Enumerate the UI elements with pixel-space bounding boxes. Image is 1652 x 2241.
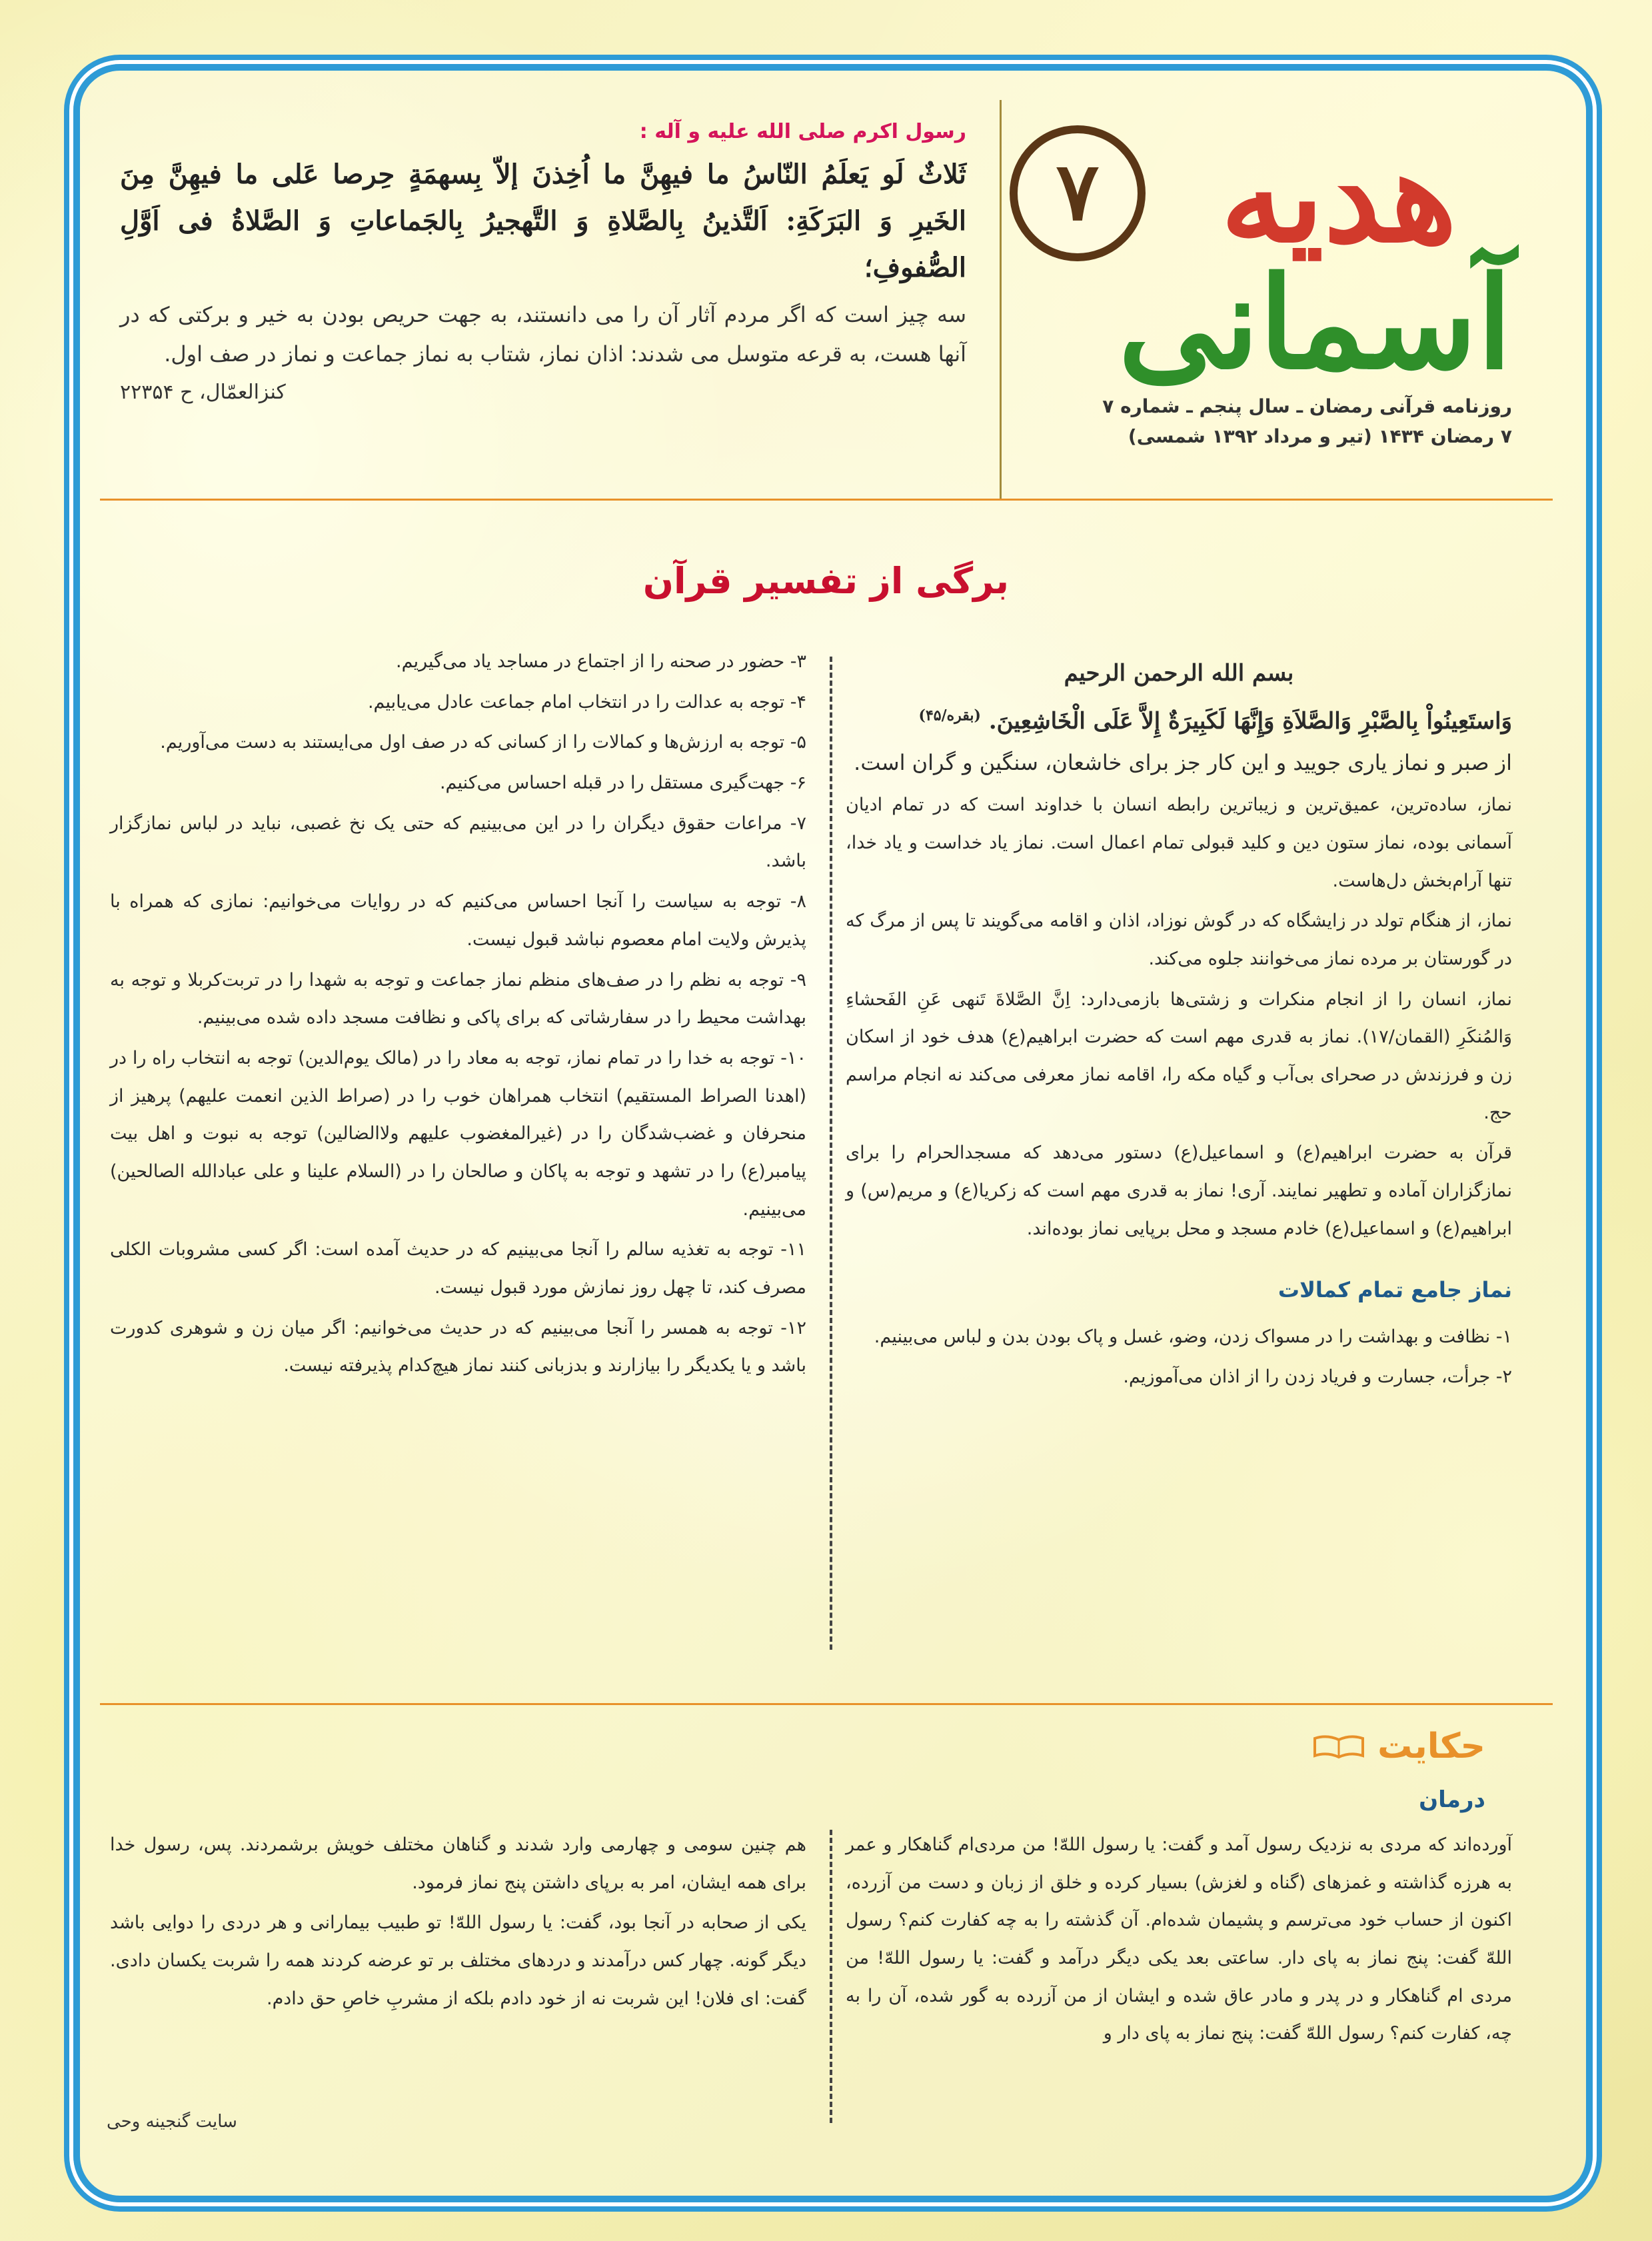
column-divider xyxy=(830,657,832,1650)
list-item: ۹- توجه به نظم را در صف‌های منظم نماز جماعت و توجه به شهدا را در تربت‌کربلا و توجه به بهداشت محیط را در سفارشاتی که برای پاکی و نظافت مسجد داده شده می‌بینیم. xyxy=(110,969,806,1029)
masthead-logo xyxy=(1118,122,1512,397)
header-vertical-divider xyxy=(1000,100,1002,500)
ayah-translation: از صبر و نماز یاری جویید و این کار جز برای خاشعان، سنگین و گران است. xyxy=(854,750,1512,776)
paragraph: نماز، ساده‌ترین، عمیق‌ترین و زیباترین رابطه انسان با خداوند است که در تمام ادیان آسمانی بوده، نماز ستون دین و کلید قبولی تمام اعمال است. نماز یاد خداست و یاد خدا، تنها آرام‌بخش دل‌هاست. xyxy=(846,795,1512,891)
logo-part2: آسمانی xyxy=(1118,249,1512,397)
hadith-arabic: ثَلاثٌ لَو یَعلَمُ النّاسُ ما فیهِنَّ ما اُخِذنَ إلاّ بِسهمَةٍ حِرصا عَلی ما فیهِنَّ مِنَ الخَیرِ وَ البَرَکَةِ: اَلتَّذینُ بِالصَّلاةِ وَ التَّهجیرُ بِالجَماعاتِ وَ الصَّلاةُ فی اَوَّلِ الصُّفوفِ؛ xyxy=(120,159,966,283)
paragraph: نماز، انسان را از انجام منکرات و زشتی‌ها بازمی‌دارد: اِنَّ الصَّلاةَ تَنهی عَنِ الفَحشاءِ وَالمُنکَرِ (القمان/۱۷). نماز به قدری مهم است که حضرت ابراهیم(ع) هدف خود از اسکان زن و فرزندش در صحرای بی‌آب و گیاه مکه را، اقامه نماز معرفی می‌کند نه انجام مراسم حج. xyxy=(846,989,1512,1123)
hadith-source: کنزالعمّال، ح ۲۲۳۵۴ xyxy=(120,381,286,405)
masthead-meta-line1: روزنامه قرآنی رمضان ـ سال پنجم ـ شماره ۷ xyxy=(1102,395,1512,417)
list-item: ۶- جهت‌گیری مستقل را در قبله احساس می‌کنیم. xyxy=(439,773,806,794)
list-item: ۸- توجه به سیاست را آنجا احساس می‌کنیم که در روایات می‌خوانیم: نمازی که همراه با پذیرش ولایت امام معصوم نباشد قبول نیست. xyxy=(110,891,806,950)
list-item: ۱- نظافت و بهداشت را در مسواک زدن، وضو، غسل و پاک بودن بدن و لباس می‌بینیم. xyxy=(874,1326,1512,1347)
masthead-meta xyxy=(1046,392,1512,452)
story-column-divider xyxy=(830,1830,832,2123)
list-item: ۱۱- توجه به تغذیه سالم را آنجا می‌بینیم که در حدیث آمده است: اگر کسی مشروبات الکلی مصرف کند، تا چهل روز نمازش مورد قبول نیست. xyxy=(110,1239,806,1298)
subheading: نماز جامع تمام کمالات xyxy=(1277,1277,1512,1303)
section-title: برگی از تفسیر قرآن xyxy=(642,560,1010,602)
list-item: ۵- توجه به ارزش‌ها و کمالات را از کسانی که در صف اول می‌ایستند به دست می‌آوریم. xyxy=(160,732,806,753)
hekayat-title: حکایت xyxy=(1377,1726,1485,1766)
list-item: ۲- جرأت، جسارت و فریاد زدن را از اذان می‌آموزیم. xyxy=(1123,1366,1512,1388)
paragraph: قرآن به حضرت ابراهیم(ع) و اسماعیل(ع) دستور می‌دهد که مسجدالحرام را برای نمازگزاران آماده و تطهیر نمایند. آری! نماز به قدری مهم است که زکریا(ع) و مریم(س) و ابراهیم(ع) و اسماعیل(ع) خادم مسجد و محل برپایی نماز بوده‌اند. xyxy=(846,1142,1512,1239)
hadith-box xyxy=(120,120,966,404)
list-item: ۴- توجه به عدالت را در انتخاب امام جماعت عادل می‌یابیم. xyxy=(367,691,806,713)
story-divider xyxy=(100,1703,1553,1705)
list-item: ۳- حضور در صحنه را از اجتماع در مساجد یاد می‌گیریم. xyxy=(396,651,806,672)
logo-part1: هدیه xyxy=(1220,122,1457,271)
hadith-translation: سه چیز است که اگر مردم آثار آن را می دانستند، به جهت حریص بودن به خیر و برکتی که در آنها هست، به قرعه متوسل می شدند: اذان نماز، شتاب به نماز جماعت و نماز در صف اول. xyxy=(120,302,966,367)
story-title: درمان xyxy=(1419,1786,1485,1813)
list-item: ۱۲- توجه به همسر را آنجا می‌بینیم که در حدیث می‌خوانیم: اگر میان زن و شوهری کدورت باشد و یا یکدیگر را بیازارند و بدزبانی کنند نماز هیچ‌کدام پذیرفته نیست. xyxy=(110,1317,806,1376)
story-paragraph: هم چنین سومی و چهارمی وارد شدند و گناهان مختلف خویش برشمردند. پس، رسول خدا برای همه ایشان، امر به برپای داشتن پنج نماز فرمود. xyxy=(110,1834,806,1893)
source-credit: سایت گنجینه وحی xyxy=(107,2112,237,2132)
issue-number-badge: ۷ xyxy=(1010,125,1146,261)
ayah-text: وَاستَعِینُواْ بِالصَّبْرِ وَالصَّلاَةِ وَإِنَّهَا لَكَبِیرَةٌ إِلاَّ عَلَى الْخَاشِعِینَ. xyxy=(988,708,1512,735)
hekayat-heading xyxy=(1312,1726,1485,1766)
masthead-meta-line2: ۷ رمضان ۱۴۳۴ (تیر و مرداد ۱۳۹۲ شمسی) xyxy=(1128,425,1512,447)
ayah-reference: (بقره/۴۵) xyxy=(918,707,981,725)
story-paragraph: یکی از صحابه در آنجا بود، گفت: یا رسول اللهّ! تو طبیب بیمارانی و هر دردی را دوایی باشد دیگر گونه. چهار کس درآمدند و دردهای مختلف بر تو عرضه کردند همه را شربت یکسان دادی. گفت: ای فلان! این شربت نه از خود دادم بلکه از مشربِ خاصِ حق دادم. xyxy=(110,1912,806,2009)
story-left-column xyxy=(110,1826,806,2020)
list-item: ۷- مراعات حقوق دیگران را در این می‌بینیم که حتی یک نخ غصبی، نباید در لباس نمازگزار باشد. xyxy=(110,813,806,872)
tafsir-right-column xyxy=(846,650,1512,1399)
story-right-column xyxy=(846,1826,1512,2056)
list-item: ۱۰- توجه به خدا را در تمام نماز، توجه به معاد را در (مالک یوم‌الدین) توجه به انتخاب راه را در (اهدنا الصراط المستقیم) انتخاب همراهان خوب را در (صراط الذین انعمت علیهم) پرهیز از منحرفان و غضب‌شدگان را در (غیرالمغضوب علیهم ولاالضالین) توجه به نبوت و اهل بیت پیامبر(ع) را در تشهد و توجه به پاکان و صالحان را در (السلام علینا و علی عبادالله الصالحین) می‌بینیم. xyxy=(110,1047,806,1220)
story-paragraph: آورده‌اند که مردی به نزدیک رسول آمد و گفت: یا رسول اللهّ! من مردی‌ام گناهکار و عمر به هرزه گذاشته و غمزهای (گناه و لغزش) بسیار کرده و خلق از زبان و دست من آزرده، اکنون از حساب خود می‌ترسم و پشیمان شده‌ام. آن گذشته را به چه کفارت کنم؟ رسول اللهّ گفت: پنج نماز به پای دار. ساعتی بعد یکی دیگر درآمد و گفت: یا رسول اللهّ! من مردی ام گناهکار و در پدر و مادر عاق شده و ایشان از من آزرده به گور شده، آن را به چه، کفارت کنم؟ رسول اللهّ گفت: پنج نماز به پای دار و xyxy=(846,1834,1512,2044)
open-book-icon xyxy=(1312,1733,1365,1760)
basmala: بسم الله الرحمن الرحیم xyxy=(1064,660,1294,687)
header-divider xyxy=(100,499,1553,501)
tafsir-left-column xyxy=(110,643,806,1388)
ayah xyxy=(846,703,1512,741)
hadith-title: رسول اکرم صلی الله علیه و آله : xyxy=(639,120,966,143)
paragraph: نماز، از هنگام تولد در زایشگاه که در گوش نوزاد، اذان و اقامه می‌گویند تا پس از مرگ که در گورستان بر مرده نماز می‌خوانند جلوه می‌کند. xyxy=(846,911,1512,969)
